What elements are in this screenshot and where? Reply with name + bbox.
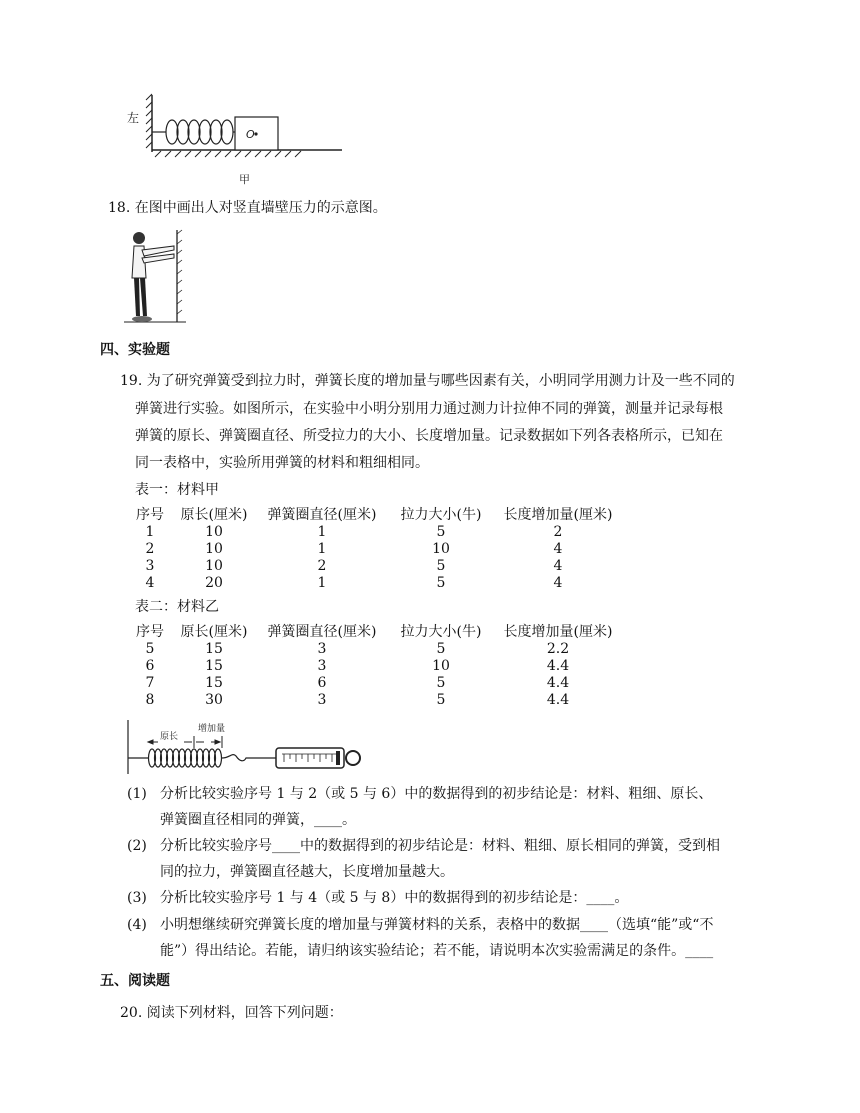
- table2: [130, 624, 620, 709]
- table-row: [130, 641, 620, 658]
- header-cell: 序号: [136, 507, 164, 523]
- header-cell: 长度增加量(厘米): [503, 624, 613, 640]
- section5-title: 五、阅读题: [100, 973, 170, 989]
- sub1-line-2: 弹簧圈直径相同的弹簧，____。: [160, 812, 356, 828]
- q19-line-4: 同一表格中，实验所用弹簧的材料和粗细相同。: [135, 455, 429, 471]
- left-label: 左: [127, 111, 140, 125]
- table-row: [130, 558, 620, 575]
- sub3-number: (3): [127, 890, 147, 906]
- header-cell: 弹簧圈直径(厘米): [267, 507, 377, 523]
- spring-coil: [152, 120, 235, 144]
- table-row: [130, 675, 620, 692]
- section4-title: 四、实验题: [100, 342, 170, 358]
- table-cell: 5: [436, 524, 446, 540]
- force-gauge: [276, 748, 344, 768]
- sub2-line-2: 同的拉力，弹簧圈直径越大，长度增加量越大。: [160, 864, 454, 880]
- person-wall-figure: [120, 228, 190, 326]
- header-cell: 弹簧圈直径(厘米): [267, 624, 377, 640]
- table-row: [130, 524, 620, 541]
- spring-coil: [128, 749, 276, 767]
- header-cell: 序号: [136, 624, 164, 640]
- table-cell: 1: [317, 524, 327, 540]
- sub3-line-1: 分析比较实验序号 1 与 4（或 5 与 8）中的数据得到的初步结论是：____。: [160, 890, 629, 906]
- table-cell: 5: [436, 641, 446, 657]
- table-cell: 5: [436, 692, 446, 708]
- table-cell: 5: [145, 641, 155, 657]
- table-cell: 2: [553, 524, 563, 540]
- table-cell: 10: [205, 524, 223, 540]
- table-row: [130, 692, 620, 709]
- table-cell: 3: [145, 558, 155, 574]
- table-cell: 4: [553, 541, 563, 557]
- table1-header: [130, 507, 620, 524]
- table-cell: 3: [317, 692, 327, 708]
- q18-text: 18. 在图中画出人对竖直墙壁压力的示意图。: [108, 200, 387, 216]
- q19-line-1: 19. 为了研究弹簧受到拉力时，弹簧长度的增加量与哪些因素有关，小明同学用测力计及一些不同的: [120, 373, 735, 389]
- table-cell: 5: [436, 675, 446, 691]
- header-cell: 原长(厘米): [180, 624, 248, 640]
- q19-line-2: 弹簧进行实验。如图所示，在实验中小明分别用力通过测力计拉伸不同的弹簧，测量并记录每根: [135, 401, 723, 417]
- table-cell: 2.2: [546, 641, 570, 657]
- spring-block-figure: [125, 90, 355, 190]
- table-cell: 8: [145, 692, 155, 708]
- table-cell: 5: [436, 575, 446, 591]
- q20-text: 20. 阅读下列材料，回答下列问题：: [120, 1005, 343, 1021]
- table-cell: 2: [317, 558, 327, 574]
- table-cell: 15: [205, 675, 223, 691]
- table-cell: 6: [317, 675, 327, 691]
- table1: [130, 507, 620, 592]
- table-cell: 1: [145, 524, 155, 540]
- table-cell: 4.4: [546, 675, 570, 691]
- table-cell: 2: [145, 541, 155, 557]
- table-cell: 30: [205, 692, 223, 708]
- block-label: O: [246, 128, 255, 141]
- label-increase: 增加量: [198, 724, 226, 734]
- table-cell: 3: [317, 658, 327, 674]
- sub4-number: (4): [127, 917, 147, 933]
- table-cell: 20: [205, 575, 223, 591]
- table2-header: [130, 624, 620, 641]
- table-cell: 4.4: [546, 658, 570, 674]
- table-cell: 10: [205, 541, 223, 557]
- table-cell: 1: [317, 541, 327, 557]
- spring-gauge-figure: [126, 718, 366, 776]
- q19-line-3: 弹簧的原长、弹簧圈直径、所受拉力的大小、长度增加量。记录数据如下列各表格所示，已知在: [135, 428, 723, 444]
- sub1-line-1: 分析比较实验序号 1 与 2（或 5 与 6）中的数据得到的初步结论是：材料、粗细、原长、: [160, 786, 713, 802]
- sub2-line-1: 分析比较实验序号____中的数据得到的初步结论是：材料、粗细、原长相同的弹簧，受到相: [160, 838, 720, 854]
- table-cell: 10: [432, 541, 450, 557]
- table-cell: 4: [145, 575, 155, 591]
- table-cell: 6: [145, 658, 155, 674]
- table-cell: 4: [553, 575, 563, 591]
- sub4-line-2: 能”）得出结论。若能，请归纳该实验结论；若不能，请说明本次实验需满足的条件。____: [160, 943, 714, 959]
- table-cell: 10: [432, 658, 450, 674]
- table-row: [130, 541, 620, 558]
- header-cell: 拉力大小(牛): [400, 507, 482, 523]
- table1-caption: 表一：材料甲: [135, 482, 219, 498]
- sub2-number: (2): [127, 838, 147, 854]
- sub4-line-1: 小明想继续研究弹簧长度的增加量与弹簧材料的关系，表格中的数据____（选填“能”或“不: [160, 917, 714, 933]
- table-row: [130, 658, 620, 675]
- table-cell: 1: [317, 575, 327, 591]
- table-cell: 7: [145, 675, 155, 691]
- label-original-length: 原长: [160, 732, 179, 742]
- header-cell: 长度增加量(厘米): [503, 507, 613, 523]
- header-cell: 原长(厘米): [180, 507, 248, 523]
- table-cell: 10: [205, 558, 223, 574]
- table-cell: 3: [317, 641, 327, 657]
- table-cell: 15: [205, 641, 223, 657]
- table-cell: 15: [205, 658, 223, 674]
- table-cell: 4: [553, 558, 563, 574]
- table-cell: 4.4: [546, 692, 570, 708]
- header-cell: 拉力大小(牛): [400, 624, 482, 640]
- sub1-number: (1): [127, 786, 147, 802]
- table-cell: 5: [436, 558, 446, 574]
- figure-caption: 甲: [239, 173, 250, 186]
- table2-caption: 表二：材料乙: [135, 599, 219, 615]
- table-row: [130, 575, 620, 592]
